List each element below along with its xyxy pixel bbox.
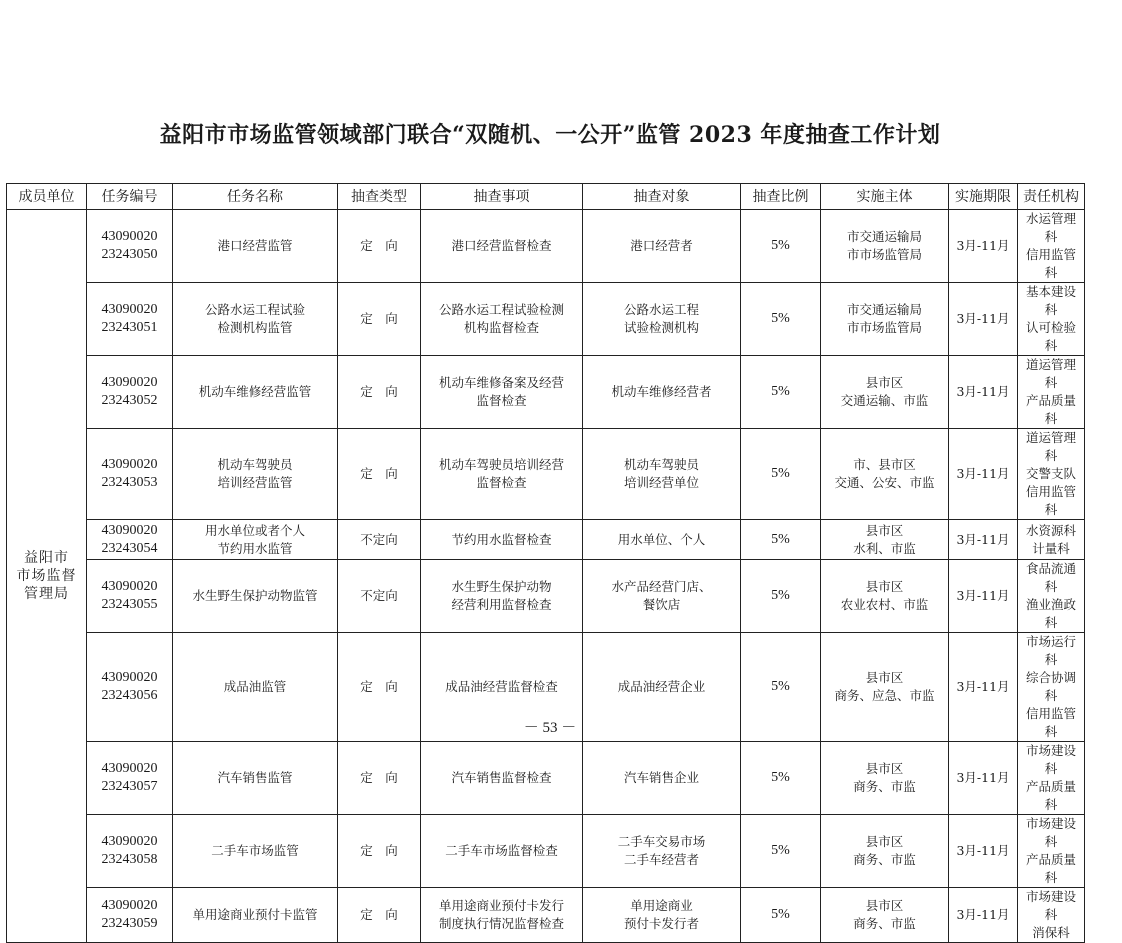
- inspection-type-cell: 定 向: [338, 815, 421, 888]
- inspection-object-cell: 机动车维修经营者: [583, 356, 741, 429]
- inspection-type-cell: 定 向: [338, 888, 421, 943]
- task-name-cell: 用水单位或者个人 节约用水监管: [173, 520, 338, 560]
- table-row: [7, 283, 1085, 356]
- inspection-object-cell: 成品油经营企业: [583, 633, 741, 742]
- task-code-cell: 43090020 23243057: [87, 742, 173, 815]
- table-row: [7, 742, 1085, 815]
- inspection-type-cell: 不定向: [338, 520, 421, 560]
- period-cell: 3月-11月: [949, 742, 1018, 815]
- table-header-row: [7, 184, 1085, 210]
- inspection-ratio-cell: 5%: [741, 356, 821, 429]
- table-row: [7, 356, 1085, 429]
- implementing-body-cell: 县市区 商务、市监: [821, 742, 949, 815]
- inspection-type-cell: 定 向: [338, 283, 421, 356]
- inspection-object-cell: 单用途商业 预付卡发行者: [583, 888, 741, 943]
- header-inspection-ratio: 抽查比例: [741, 184, 821, 210]
- inspection-type-cell: 定 向: [338, 356, 421, 429]
- implementing-body-cell: 县市区 商务、市监: [821, 888, 949, 943]
- inspection-object-cell: 用水单位、个人: [583, 520, 741, 560]
- task-name-cell: 二手车市场监管: [173, 815, 338, 888]
- task-code-cell: 43090020 23243054: [87, 520, 173, 560]
- period-cell: 3月-11月: [949, 888, 1018, 943]
- implementing-body-cell: 市、县市区 交通、公安、市监: [821, 429, 949, 520]
- implementing-body-cell: 市交通运输局 市市场监管局: [821, 283, 949, 356]
- header-inspection-object: 抽查对象: [583, 184, 741, 210]
- inspection-item-cell: 水生野生保护动物 经营利用监督检查: [421, 560, 583, 633]
- inspection-type-cell: 定 向: [338, 210, 421, 283]
- period-cell: 3月-11月: [949, 210, 1018, 283]
- table-row: [7, 429, 1085, 520]
- inspection-item-cell: 单用途商业预付卡发行 制度执行情况监督检查: [421, 888, 583, 943]
- inspection-ratio-cell: 5%: [741, 520, 821, 560]
- period-cell: 3月-11月: [949, 560, 1018, 633]
- inspection-ratio-cell: 5%: [741, 429, 821, 520]
- responsible-dept-cell: 市场建设科 消保科: [1018, 888, 1085, 943]
- responsible-dept-cell: 水资源科 计量科: [1018, 520, 1085, 560]
- task-code-cell: 43090020 23243055: [87, 560, 173, 633]
- header-implementing-body: 实施主体: [821, 184, 949, 210]
- task-code-cell: 43090020 23243051: [87, 283, 173, 356]
- header-task-name: 任务名称: [173, 184, 338, 210]
- period-cell: 3月-11月: [949, 356, 1018, 429]
- inspection-ratio-cell: 5%: [741, 888, 821, 943]
- task-name-cell: 成品油监管: [173, 633, 338, 742]
- inspection-item-cell: 公路水运工程试验检测 机构监督检查: [421, 283, 583, 356]
- header-inspection-type: 抽查类型: [338, 184, 421, 210]
- period-cell: 3月-11月: [949, 815, 1018, 888]
- header-member-unit: 成员单位: [7, 184, 87, 210]
- task-code-cell: 43090020 23243059: [87, 888, 173, 943]
- responsible-dept-cell: 市场建设科 产品质量科: [1018, 742, 1085, 815]
- document-title: 益阳市市场监管领域部门联合“双随机、一公开”监管 2023 年度抽查工作计划: [159, 122, 941, 148]
- task-name-cell: 汽车销售监管: [173, 742, 338, 815]
- inspection-type-cell: 定 向: [338, 742, 421, 815]
- inspection-ratio-cell: 5%: [741, 210, 821, 283]
- inspection-ratio-cell: 5%: [741, 815, 821, 888]
- task-name-cell: 公路水运工程试验 检测机构监管: [173, 283, 338, 356]
- implementing-body-cell: 县市区 农业农村、市监: [821, 560, 949, 633]
- responsible-dept-cell: 市场建设科 产品质量科: [1018, 815, 1085, 888]
- inspection-object-cell: 公路水运工程 试验检测机构: [583, 283, 741, 356]
- inspection-type-cell: 定 向: [338, 429, 421, 520]
- task-name-cell: 单用途商业预付卡监管: [173, 888, 338, 943]
- inspection-type-cell: 定 向: [338, 633, 421, 742]
- inspection-item-cell: 二手车市场监督检查: [421, 815, 583, 888]
- responsible-dept-cell: 基本建设科 认可检验科: [1018, 283, 1085, 356]
- inspection-object-cell: 机动车驾驶员 培训经营单位: [583, 429, 741, 520]
- inspection-item-cell: 成品油经营监督检查: [421, 633, 583, 742]
- implementing-body-cell: 县市区 商务、市监: [821, 815, 949, 888]
- member-unit-cell: 益阳市 市场监督 管理局: [7, 210, 87, 943]
- task-code-cell: 43090020 23243052: [87, 356, 173, 429]
- responsible-dept-cell: 市场运行科 综合协调科 信用监管科: [1018, 633, 1085, 742]
- table-row: [7, 888, 1085, 943]
- implementing-body-cell: 县市区 交通运输、市监: [821, 356, 949, 429]
- task-name-cell: 机动车维修经营监管: [173, 356, 338, 429]
- responsible-dept-cell: 道运管理科 产品质量科: [1018, 356, 1085, 429]
- table-row: [7, 815, 1085, 888]
- inspection-object-cell: 港口经营者: [583, 210, 741, 283]
- header-responsible-dept: 责任机构: [1018, 184, 1085, 210]
- task-name-cell: 机动车驾驶员 培训经营监管: [173, 429, 338, 520]
- period-cell: 3月-11月: [949, 429, 1018, 520]
- period-cell: 3月-11月: [949, 283, 1018, 356]
- inspection-ratio-cell: 5%: [741, 742, 821, 815]
- responsible-dept-cell: 食品流通科 渔业渔政科: [1018, 560, 1085, 633]
- task-name-cell: 水生野生保护动物监管: [173, 560, 338, 633]
- task-code-cell: 43090020 23243050: [87, 210, 173, 283]
- inspection-object-cell: 二手车交易市场 二手车经营者: [583, 815, 741, 888]
- responsible-dept-cell: 水运管理科 信用监管科: [1018, 210, 1085, 283]
- inspection-object-cell: 水产品经营门店、 餐饮店: [583, 560, 741, 633]
- page-number: － 53 －: [523, 720, 577, 736]
- table-row: [7, 520, 1085, 560]
- header-task-code: 任务编号: [87, 184, 173, 210]
- implementing-body-cell: 县市区 商务、应急、市监: [821, 633, 949, 742]
- header-inspection-item: 抽查事项: [421, 184, 583, 210]
- inspection-type-cell: 不定向: [338, 560, 421, 633]
- inspection-ratio-cell: 5%: [741, 633, 821, 742]
- responsible-dept-cell: 道运管理科 交警支队 信用监管科: [1018, 429, 1085, 520]
- inspection-ratio-cell: 5%: [741, 560, 821, 633]
- inspection-plan-table: [6, 183, 1085, 943]
- inspection-item-cell: 汽车销售监督检查: [421, 742, 583, 815]
- inspection-object-cell: 汽车销售企业: [583, 742, 741, 815]
- implementing-body-cell: 县市区 水利、市监: [821, 520, 949, 560]
- table-row: [7, 560, 1085, 633]
- inspection-item-cell: 节约用水监督检查: [421, 520, 583, 560]
- task-code-cell: 43090020 23243056: [87, 633, 173, 742]
- header-period: 实施期限: [949, 184, 1018, 210]
- task-code-cell: 43090020 23243053: [87, 429, 173, 520]
- period-cell: 3月-11月: [949, 520, 1018, 560]
- inspection-item-cell: 机动车维修备案及经营 监督检查: [421, 356, 583, 429]
- inspection-item-cell: 港口经营监督检查: [421, 210, 583, 283]
- inspection-item-cell: 机动车驾驶员培训经营 监督检查: [421, 429, 583, 520]
- task-name-cell: 港口经营监管: [173, 210, 338, 283]
- task-code-cell: 43090020 23243058: [87, 815, 173, 888]
- implementing-body-cell: 市交通运输局 市市场监管局: [821, 210, 949, 283]
- inspection-ratio-cell: 5%: [741, 283, 821, 356]
- table-row: [7, 210, 1085, 283]
- period-cell: 3月-11月: [949, 633, 1018, 742]
